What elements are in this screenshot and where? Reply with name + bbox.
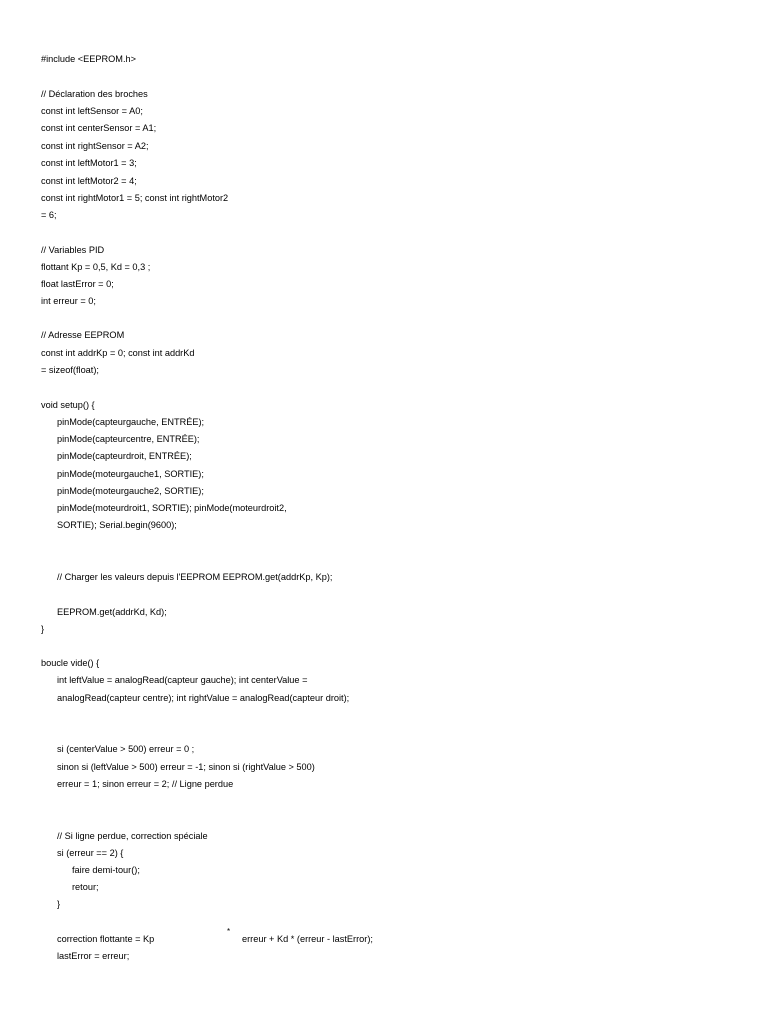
code-line-uturn: faire demi-tour();: [72, 865, 140, 875]
code-line-right-sensor: const int rightSensor = A2;: [41, 141, 149, 151]
code-line-comment-pid: // Variables PID: [41, 245, 105, 255]
code-line-read-1: int leftValue = analogRead(capteur gauche); int centerValue =: [57, 675, 308, 685]
code-line-kp-kd: flottant Kp = 0,5, Kd = 0,3 ;: [41, 262, 151, 272]
code-line-read-2: analogRead(capteur centre); int rightValue = analogRead(capteur droit);: [57, 693, 350, 703]
code-line-comment-pins: // Déclaration des broches: [41, 89, 148, 99]
code-line-cond-1: si (centerValue > 500) erreur = 0 ;: [57, 744, 195, 754]
code-line-comment-eeprom: // Adresse EEPROM: [41, 330, 125, 340]
code-line-if-close: }: [57, 899, 61, 909]
code-line-comment-load: // Charger les valeurs depuis l'EEPROM EEPROM.get(addrKp, Kp);: [57, 572, 333, 582]
code-line-pinmode-4: pinMode(moteurgauche1, SORTIE);: [57, 469, 204, 479]
code-line-left-motor1: const int leftMotor1 = 3;: [41, 158, 137, 168]
code-line-setup-close: }: [41, 624, 45, 634]
code-line-pinmode-5: pinMode(moteurgauche2, SORTIE);: [57, 486, 204, 496]
code-line-if-lost: si (erreur == 2) {: [57, 848, 124, 858]
code-line-cond-2: sinon si (leftValue > 500) erreur = -1; sinon si (rightValue > 500): [57, 762, 315, 772]
code-line-last-error-assign: lastError = erreur;: [57, 951, 130, 961]
code-line-last-error: float lastError = 0;: [41, 279, 114, 289]
code-line-center-sensor: const int centerSensor = A1;: [41, 123, 157, 133]
code-line-comment-lost: // Si ligne perdue, correction spéciale: [57, 831, 208, 841]
code-line-include: #include <EEPROM.h>: [41, 54, 136, 64]
code-line-correction-left: correction flottante = Kp: [57, 934, 155, 944]
code-line-return: retour;: [72, 882, 99, 892]
code-line-pinmode-6-cont: SORTIE); Serial.begin(9600);: [57, 520, 177, 530]
code-line-right-motors: const int rightMotor1 = 5; const int rightMotor2: [41, 193, 229, 203]
code-line-pinmode-3: pinMode(capteurdroit, ENTRÉE);: [57, 451, 192, 461]
code-line-setup-open: void setup() {: [41, 400, 95, 410]
code-line-cond-3: erreur = 1; sinon erreur = 2; // Ligne perdue: [57, 779, 234, 789]
code-line-pinmode-6: pinMode(moteurdroit1, SORTIE); pinMode(moteurdroit2,: [57, 503, 287, 513]
code-line-pinmode-2: pinMode(capteurcentre, ENTRÉE);: [57, 434, 200, 444]
code-multiply-star: *: [227, 927, 231, 936]
code-line-left-sensor: const int leftSensor = A0;: [41, 106, 143, 116]
code-line-addr: const int addrKp = 0; const int addrKd: [41, 348, 195, 358]
code-line-correction-right: erreur + Kd * (erreur - lastError);: [242, 934, 373, 944]
code-line-left-motor2: const int leftMotor2 = 4;: [41, 176, 137, 186]
code-line-addr-cont: = sizeof(float);: [41, 365, 99, 375]
code-line-int-erreur: int erreur = 0;: [41, 296, 96, 306]
code-line-pinmode-1: pinMode(capteurgauche, ENTRÉE);: [57, 417, 205, 427]
code-line-right-motors-cont: = 6;: [41, 210, 57, 220]
code-line-eeprom-get-kd: EEPROM.get(addrKd, Kd);: [57, 607, 167, 617]
code-line-loop-open: boucle vide() {: [41, 658, 100, 668]
